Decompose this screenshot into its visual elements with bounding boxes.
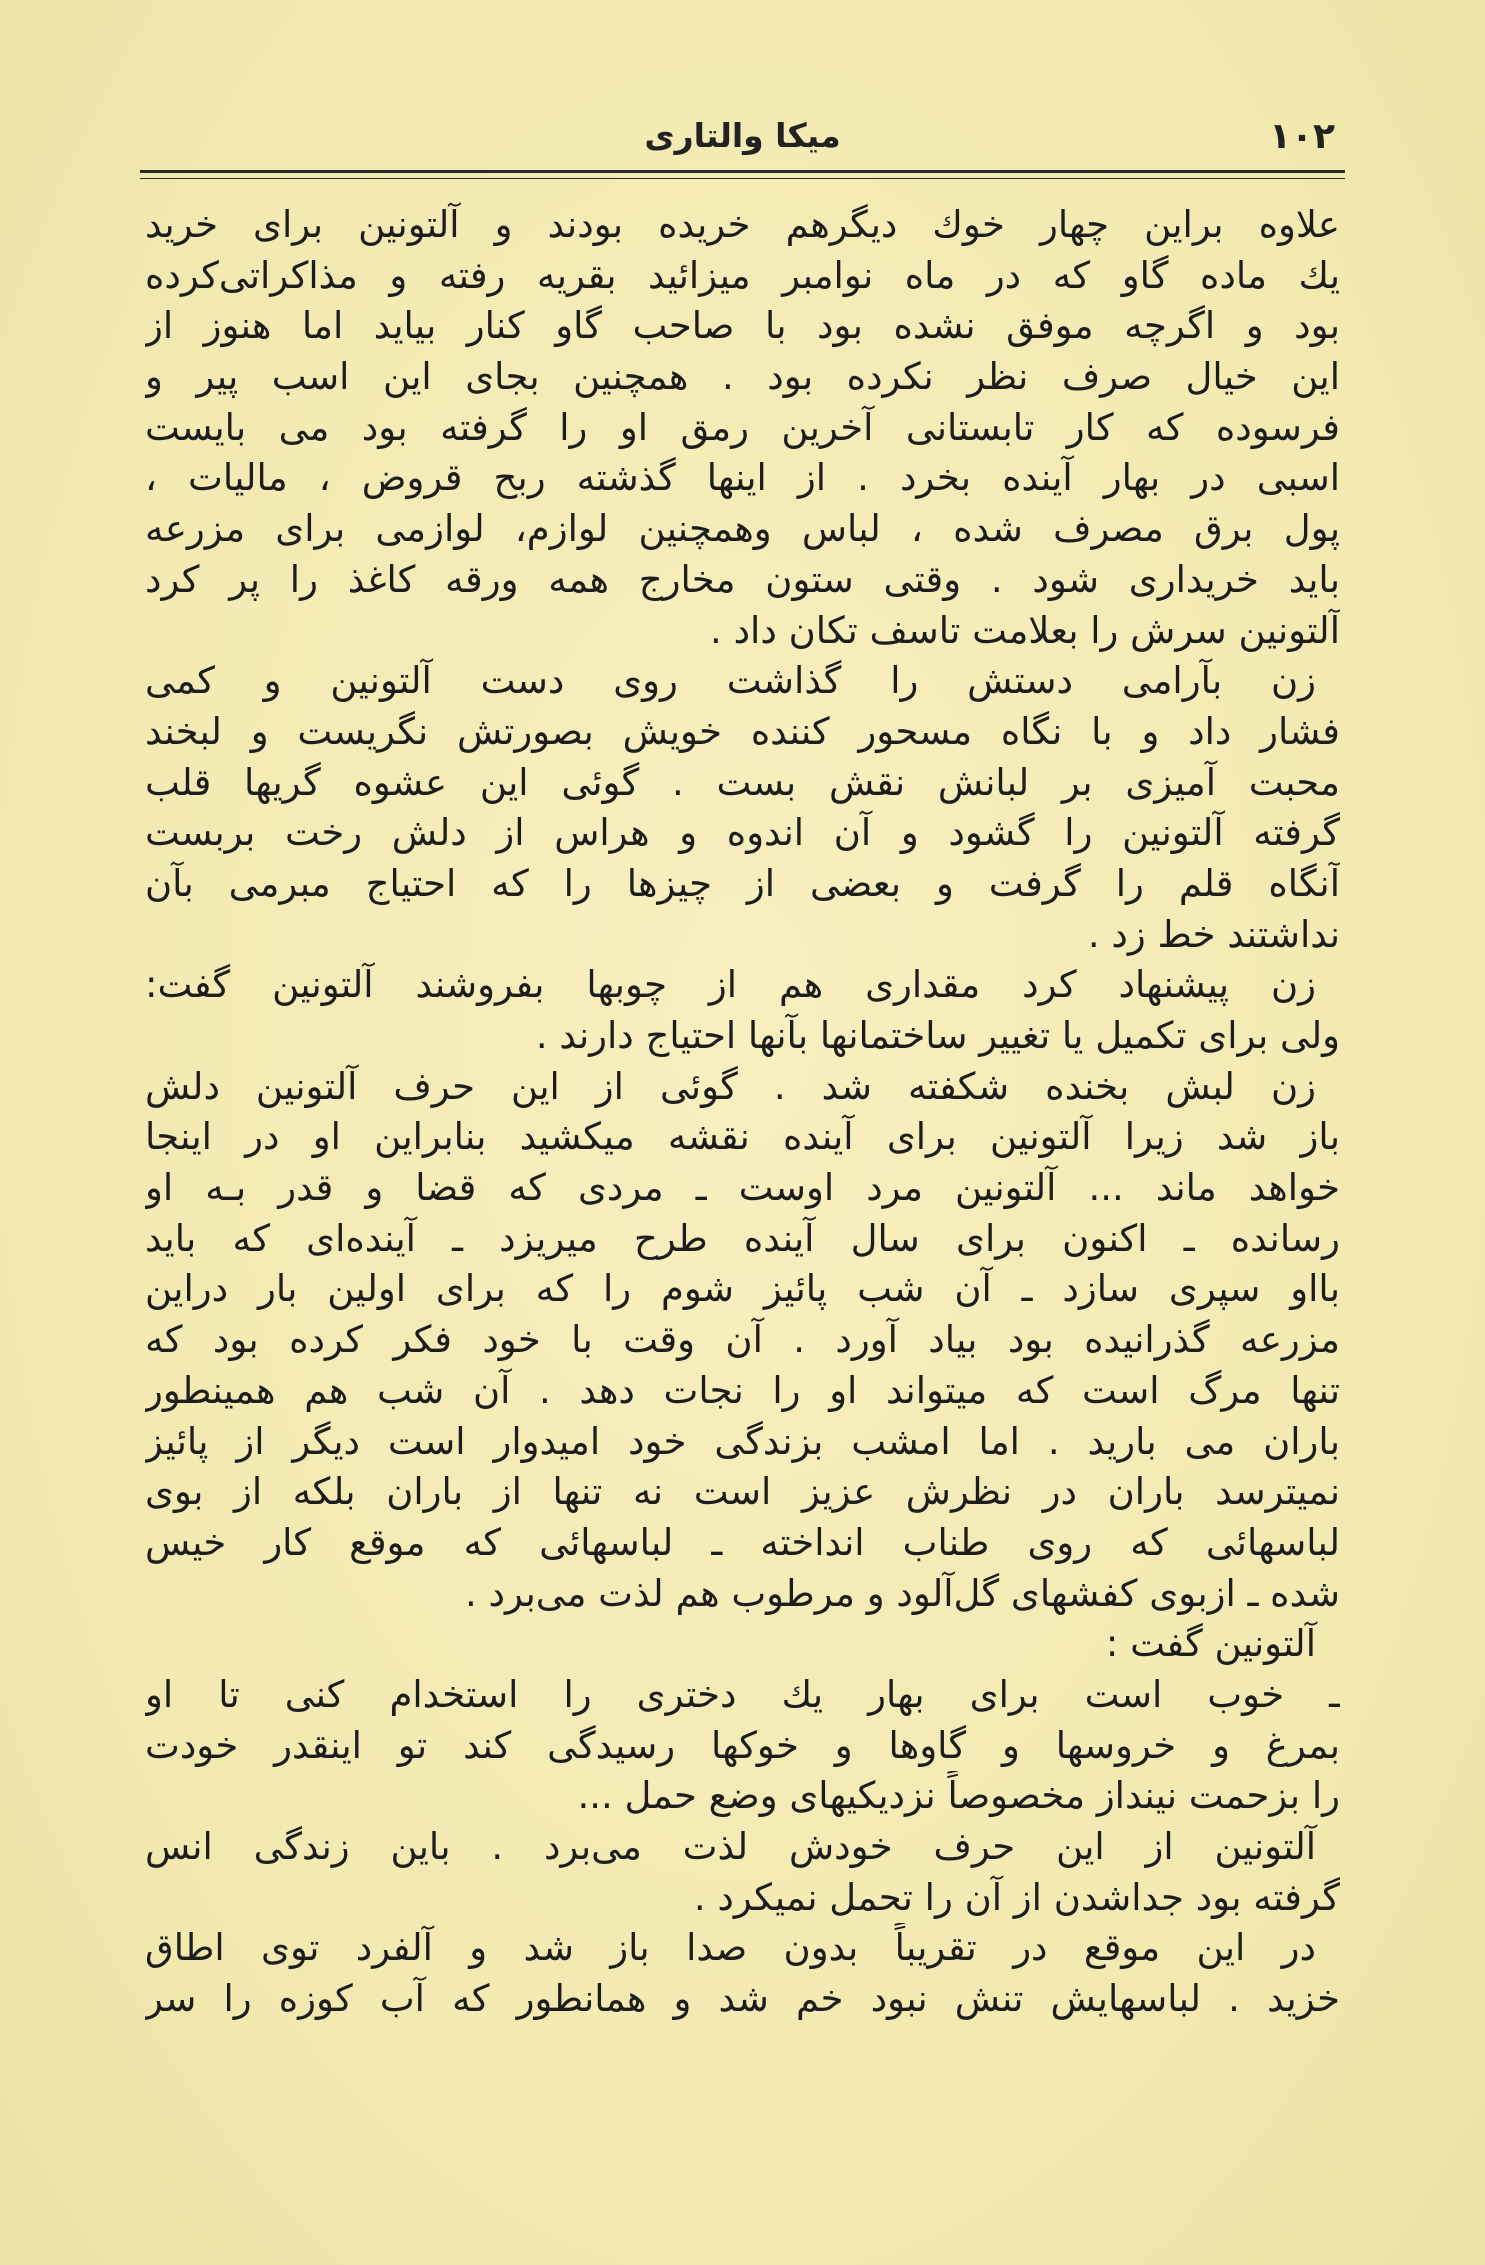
text-line: نمیترسد باران در نظرش عزیز است نه تنها از باران بلکه از بوی bbox=[145, 1470, 1340, 1514]
text-line: باز شد زیرا آلتونین برای آینده نقشه میکشید بنابراین او در اینجا bbox=[145, 1115, 1340, 1159]
text-line: تنها مرگ است که میتواند او را نجات دهد . آن شب هم همینطور bbox=[145, 1368, 1340, 1412]
text-line: ـ خوب است برای بهار یك دختری را استخدام کنی تا او bbox=[145, 1672, 1340, 1716]
text-line: آلتونین گفت : bbox=[1105, 1622, 1316, 1666]
text-line: خواهد ماند ... آلتونین مرد اوست ـ مردی که قضا و قدر بـه او bbox=[145, 1166, 1340, 1210]
text-line: گرفته بود جداشدن از آن را تحمل نمیکرد . bbox=[693, 1875, 1340, 1919]
text-line: فرسوده که کار تابستانی آخرین رمق او را گرفته بود می بایست bbox=[145, 405, 1340, 449]
text-line: این خیال صرف نظر نکرده بود . همچنین بجای این اسب پیر و bbox=[145, 355, 1340, 399]
text-line: لباسهائی که روی طناب انداخته ـ لباسهائی که موقع کار خیس bbox=[145, 1520, 1340, 1564]
header-rule-thick bbox=[140, 170, 1345, 173]
text-line: علاوه براین چهار خوك دیگرهم خریده بودند و آلتونین برای خرید bbox=[145, 203, 1340, 246]
text-line: خزید . لباسهایش تنش نبود خم شد و همانطور که آب کوزه را سر bbox=[145, 1977, 1340, 2021]
text-line: بمرغ و خروسها و گاوها و خوکها رسیدگی کند تو اینقدر خودت bbox=[145, 1723, 1340, 1767]
page-number: ۱۰۲ bbox=[1269, 116, 1335, 157]
text-line: نداشتند خط زد . bbox=[1087, 912, 1340, 956]
text-line: بااو سپری سازد ـ آن شب پائیز شوم را که برای اولین بار دراین bbox=[145, 1267, 1340, 1311]
text-line: زن لبش بخنده شکفته شد . گوئی از این حرف آلتونین دلش bbox=[145, 1064, 1316, 1108]
text-line: محبت آمیزی بر لبانش نقش بست . گوئی این عشوه گریها قلب bbox=[145, 760, 1340, 804]
header-rule-thin bbox=[140, 178, 1345, 179]
text-line: زن بآرامی دستش را گذاشت روی دست آلتونین و کمی bbox=[145, 659, 1316, 703]
text-line: آلتونین سرش را بعلامت تاسف تکان داد . bbox=[710, 608, 1340, 652]
text-line: اسبی در بهار آینده بخرد . از اینها گذشته ربح قروض ، مالیات ، bbox=[145, 456, 1340, 500]
text-line: آلتونین از این حرف خودش لذت می‌برد . باین زندگی انس bbox=[145, 1825, 1316, 1868]
text-line: زن پیشنهاد کرد مقداری هم از چوبها بفروشند آلتونین گفت: bbox=[145, 963, 1316, 1007]
body-text bbox=[145, 200, 1340, 2210]
text-line: فشار داد و با نگاه مسحور کننده خویش بصورتش نگریست و لبخند bbox=[145, 709, 1340, 753]
text-line: بود و اگرچه موفق نشده بود با صاحب گاو کنار بیاید اما هنوز از bbox=[145, 304, 1340, 348]
text-line: رسانده ـ اکنون برای سال آینده طرح میریزد ـ آینده‌ای که باید bbox=[145, 1216, 1340, 1260]
text-line: در این موقع در تقریباً بدون صدا باز شد و آلفرد توی اطاق bbox=[145, 1926, 1316, 1970]
text-line: باران می بارید . اما امشب بزندگی خود امیدوار است دیگر از پائیز bbox=[145, 1419, 1340, 1463]
text-line: را بزحمت نینداز مخصوصاً نزدیکیهای وضع حمل ... bbox=[577, 1774, 1340, 1818]
running-title: میکا والتاری bbox=[644, 116, 841, 155]
text-line: باید خریداری شود . وقتی ستون مخارج همه ورقه کاغذ را پر کرد bbox=[145, 557, 1340, 601]
text-line: آنگاه قلم را گرفت و بعضی از چیزها را که احتیاج مبرمی بآن bbox=[145, 861, 1340, 905]
text-line: شده ـ ازبوی کفشهای گل‌آلود و مرطوب هم لذت می‌برد . bbox=[465, 1571, 1340, 1615]
text-line: گرفته آلتونین را گشود و آن اندوه و هراس از دلش رخت بربست bbox=[145, 811, 1340, 855]
text-line: مزرعه گذرانیده بود بیاد آورد . آن وقت با خود فکر کرده بود که bbox=[145, 1318, 1340, 1362]
text-line: ولی برای تکمیل یا تغییر ساختمانها بآنها احتیاج دارند . bbox=[535, 1014, 1340, 1057]
text-line: پول برق مصرف شده ، لباس وهمچنین لوازم، لوازمی برای مزرعه bbox=[145, 507, 1340, 551]
text-line: یك ماده گاو که در ماه نوامبر میزائید بقریه رفته و مذاکراتی‌کرده bbox=[145, 253, 1340, 297]
page-header bbox=[140, 110, 1345, 170]
